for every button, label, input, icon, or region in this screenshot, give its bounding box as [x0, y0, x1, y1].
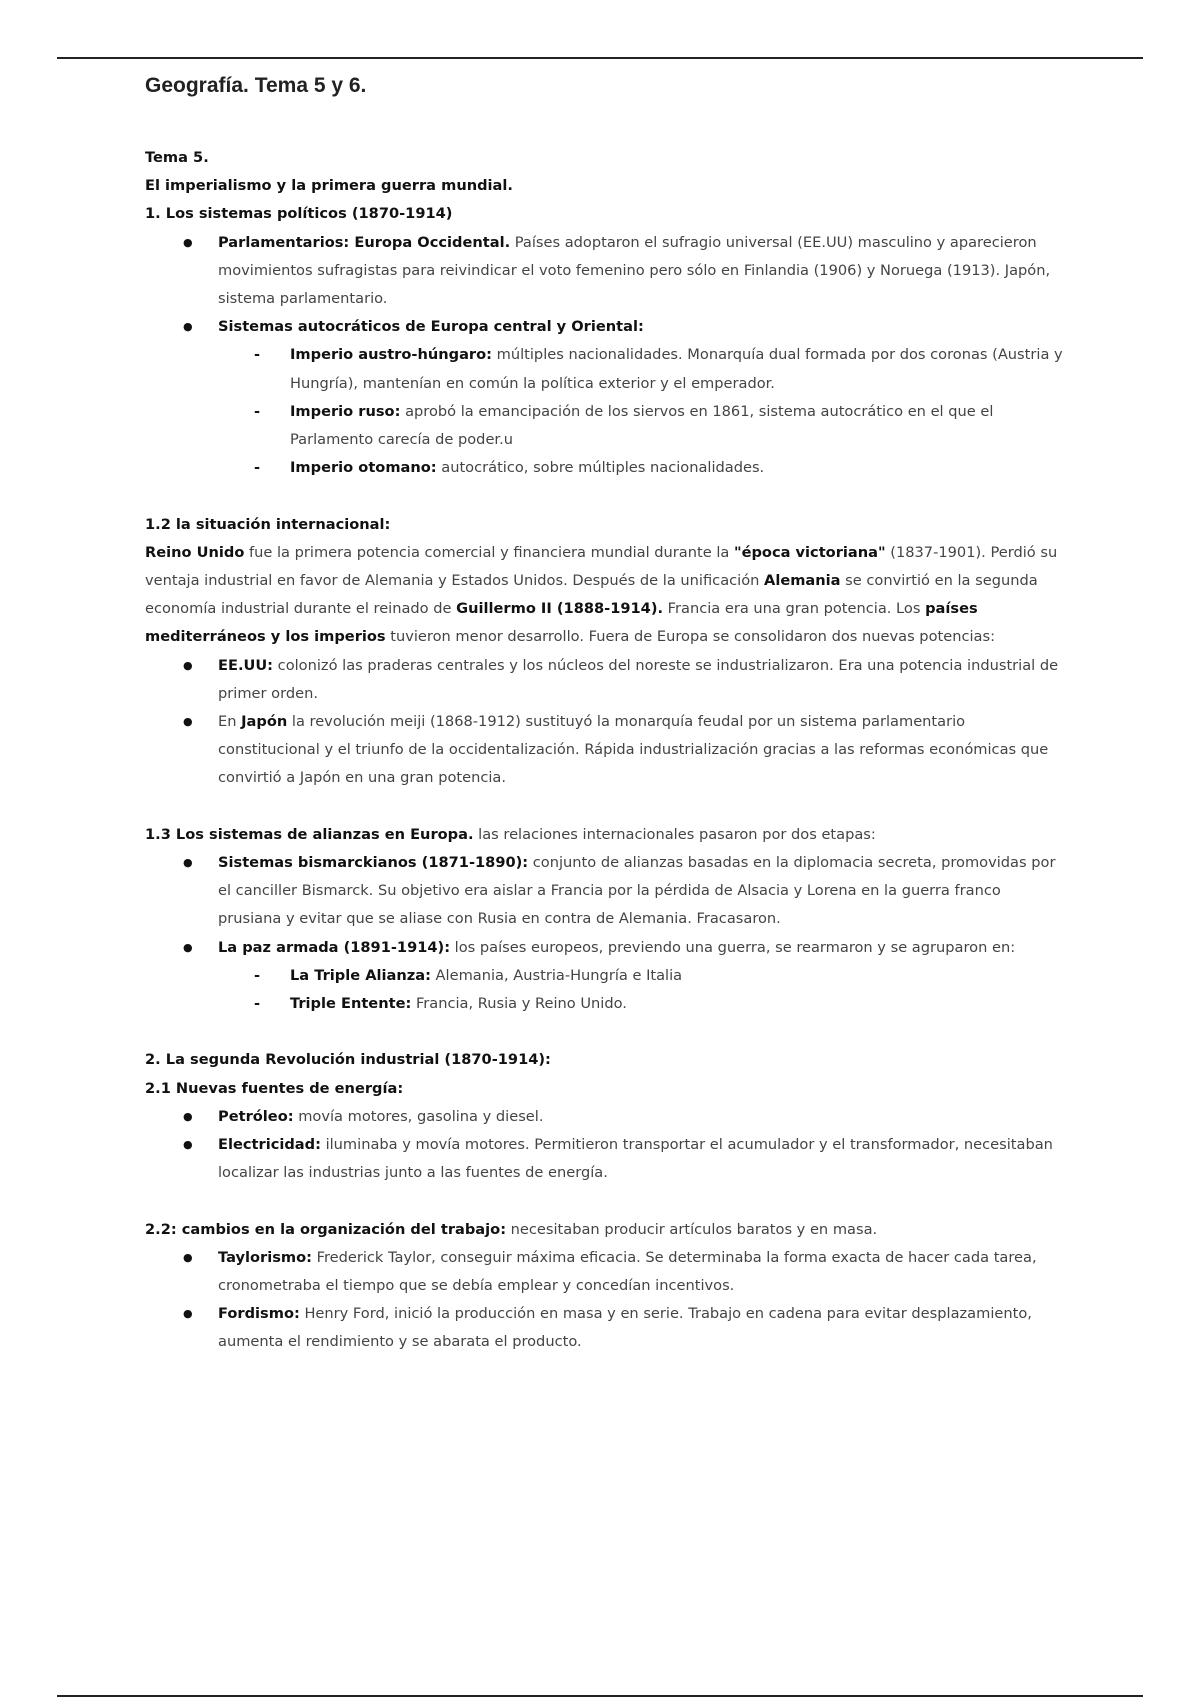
list-item-petroleo: ● Petróleo: movía motores, gasolina y diesel. [145, 1103, 1065, 1131]
list-item-eeuu: ● EE.UU: colonizó las praderas centrales y los núcleos del noreste se industrializaron. Era una potencia industrial de primer orden. [145, 652, 1065, 708]
section-1-heading: 1. Los sistemas políticos (1870-1914) [145, 205, 453, 223]
section-1-list [145, 229, 1065, 342]
section-1-2-list [145, 652, 1065, 793]
sublist-item-ruso: - Imperio ruso: aprobó la emancipación de los siervos en 1861, sistema autocrático en el que el Parlamento carecía de poder.u [145, 398, 1065, 454]
footer-rule [57, 1695, 1143, 1697]
tema-label: Tema 5. [145, 149, 209, 166]
document-title: Geografía. Tema 5 y 6. [145, 74, 367, 97]
sublist-item-austro-hungaro: - Imperio austro-húngaro: múltiples nacionalidades. Monarquía dual formada por dos coronas (Austria y Hungría), mantenían en común la política exterior y el emperador. [145, 341, 1065, 397]
section-1-2-heading: 1.2 la situación internacional: [145, 515, 391, 533]
sublist-item-triple-entente: - Triple Entente: Francia, Rusia y Reino Unido. [145, 990, 1065, 1018]
section-2-2-list [145, 1244, 1065, 1357]
tema-heading: El imperialismo y la primera guerra mundial. [145, 177, 513, 195]
section-2-1-list [145, 1103, 1065, 1188]
header-rule [57, 57, 1143, 59]
section-1-sublist [145, 341, 1065, 482]
section-1-2-paragraph: Reino Unido fue la primera potencia comercial y financiera mundial durante la "época victoriana" (1837-1901). Perdió su ventaja industrial en favor de Alemania y Estados Unidos. Después de la unificación Alemania se convirtió en la segunda economía industrial durante el reinado de Guillermo II (1888-1914). Francia era una gran potencia. Los países mediterráneos y los imperios tuvieron menor desarrollo. Fuera de Europa se consolidaron dos nuevas potencias: [145, 543, 1058, 646]
list-item-electricidad: ● Electricidad: iluminaba y movía motores. Permitieron transportar el acumulador y el transformador, necesitaban localizar las industrias junto a las fuentes de energía. [145, 1131, 1065, 1187]
sublist-item-triple-alianza: - La Triple Alianza: Alemania, Austria-Hungría e Italia [145, 962, 1065, 990]
section-1-3-list [145, 849, 1065, 962]
list-item-paz-armada: ● La paz armada (1891-1914): los países europeos, previendo una guerra, se rearmaron y se agruparon en: [145, 934, 1065, 962]
document-body [145, 144, 1065, 1357]
section-1-3-sublist [145, 962, 1065, 1018]
list-item-autocraticos: ● Sistemas autocráticos de Europa central y Oriental: [145, 313, 1065, 341]
list-item-taylorismo: ● Taylorismo: Frederick Taylor, conseguir máxima eficacia. Se determinaba la forma exacta de hacer cada tarea, cronometraba el tiempo que se debía emplear y concedían incentivos. [145, 1244, 1065, 1300]
list-item-bismarckianos: ● Sistemas bismarckianos (1871-1890): conjunto de alianzas basadas en la diplomacia secreta, promovidas por el canciller Bismarck. Su objetivo era aislar a Francia por la pérdida de Alsacia y Lorena en la guerra franco prusiana y evitar que se aliase con Rusia en contra de Alemania. Fracasaron. [145, 849, 1065, 934]
list-item-parlamentarios: ● Parlamentarios: Europa Occidental. Países adoptaron el sufragio universal (EE.UU) masculino y aparecieron movimientos sufragistas para reivindicar el voto femenino pero sólo en Finlandia (1906) y Noruega (1913). Japón, sistema parlamentario. [145, 229, 1065, 314]
section-1-3-heading: 1.3 Los sistemas de alianzas en Europa. las relaciones internacionales pasaron por dos etapas: [145, 825, 876, 843]
list-item-fordismo: ● Fordismo: Henry Ford, inició la producción en masa y en serie. Trabajo en cadena para evitar desplazamiento, aumenta el rendimiento y se abarata el producto. [145, 1300, 1065, 1356]
section-2-2-heading: 2.2: cambios en la organización del trabajo: necesitaban producir artículos baratos y en masa. [145, 1220, 878, 1238]
section-2-1-heading: 2.1 Nuevas fuentes de energía: [145, 1079, 404, 1097]
sublist-item-otomano: - Imperio otomano: autocrático, sobre múltiples nacionalidades. [145, 454, 1065, 482]
list-item-japon: ● En Japón la revolución meiji (1868-1912) sustituyó la monarquía feudal por un sistema parlamentario constitucional y el triunfo de la occidentalización. Rápida industrialización gracias a las reformas económicas que convirtió a Japón en una gran potencia. [145, 708, 1065, 793]
section-2-heading: 2. La segunda Revolución industrial (1870-1914): [145, 1051, 551, 1069]
